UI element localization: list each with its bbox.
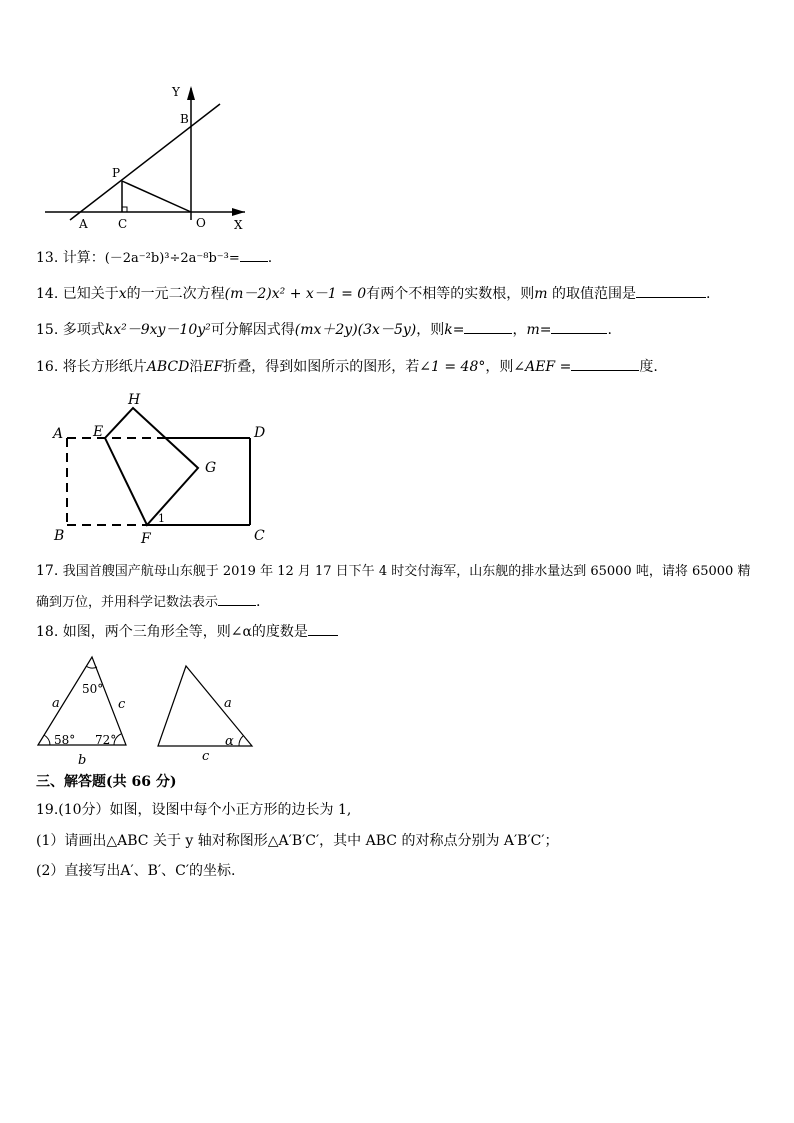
y-axis-arrow <box>187 86 195 100</box>
q17-number: 17. <box>36 563 59 579</box>
q15-number: 15. <box>36 322 59 338</box>
q16-number: 16. <box>36 359 59 375</box>
label-e: E <box>93 424 104 440</box>
q16-text-d: ，则 <box>485 359 514 375</box>
q19-number: 19. <box>36 802 59 818</box>
q16-unit: 度. <box>639 359 658 375</box>
label-f: F <box>141 531 151 547</box>
q14-equation: (m－2)x² + x－1 = 0 <box>224 286 367 302</box>
q15-text-b: 可分解因式得 <box>210 322 295 338</box>
coordinate-figure <box>40 80 260 235</box>
congruent-triangles-figure <box>34 652 264 770</box>
question-13 <box>36 248 272 269</box>
q16-aef: ∠AEF = <box>513 359 572 375</box>
q15-k-blank[interactable] <box>464 321 512 334</box>
q15-end: . <box>607 322 612 338</box>
q13-answer-blank[interactable] <box>240 249 268 262</box>
right-side-c: c <box>202 749 210 764</box>
q14-var-x: x <box>118 286 127 302</box>
q14-text-c: 有两个不相等的实数根，则 <box>366 286 535 302</box>
q14-answer-blank[interactable] <box>636 285 706 298</box>
label-a: A <box>79 217 88 231</box>
q15-sep: ， <box>512 322 527 338</box>
right-arc-alpha <box>239 736 243 746</box>
q15-k-eq: k= <box>444 322 465 338</box>
q15-text-a: 多项式 <box>62 322 105 338</box>
q13-prefix: 计算： <box>62 250 105 266</box>
q15-m-blank[interactable] <box>551 321 607 334</box>
q13-number: 13. <box>36 250 59 266</box>
q17-end: . <box>256 594 261 610</box>
line-ab <box>70 104 220 220</box>
q17-text-line1: 我国首艘国产航母山东舰于 2019 年 12 月 17 日下午 4 时交付海军，山东舰的排水量达到 65000 吨，请将 65000 精 <box>62 564 751 579</box>
left-angle-top: 50° <box>82 682 104 696</box>
q14-text-b: 的一元二次方程 <box>126 286 225 302</box>
q13-end: . <box>267 250 273 266</box>
label-p: P <box>112 166 121 180</box>
question-16 <box>36 357 658 377</box>
q15-text-c: ，则 <box>416 322 445 338</box>
q16-abcd: ABCD <box>146 359 190 375</box>
q13-expression: (－2a⁻²b)³÷2a⁻⁸b⁻³= <box>104 251 240 266</box>
label-d: D <box>254 425 266 441</box>
label-x: X <box>234 218 243 232</box>
q14-var-m: m <box>534 286 548 302</box>
question-19-part1: (1）请画出△ABC 关于 y 轴对称图形△A′B′C′，其中 ABC 的对称点分别为 A′B′C′； <box>36 833 559 849</box>
question-18 <box>36 622 338 642</box>
question-17-line1 <box>36 561 750 582</box>
q14-number: 14. <box>36 286 59 302</box>
left-side-c: c <box>118 697 126 712</box>
q16-text-c: 折叠，得到如图所示的图形，若 <box>223 359 420 375</box>
label-a: A <box>53 426 64 442</box>
x-axis-arrow <box>232 208 245 216</box>
question-14 <box>36 284 710 304</box>
q15-polynomial: kx²－9xy－10y² <box>104 322 211 338</box>
label-angle-1: 1 <box>158 512 165 525</box>
right-angle-alpha: α <box>225 734 234 749</box>
label-c: C <box>118 217 128 231</box>
left-side-b: b <box>78 753 87 768</box>
label-y: Y <box>172 85 180 99</box>
left-side-a: a <box>52 696 60 711</box>
label-c: C <box>254 528 265 544</box>
folding-figure <box>48 388 278 548</box>
left-arc-bl <box>44 735 50 745</box>
q19-head: (10分）如图，设图中每个小正方形的边长为 1, <box>58 802 352 818</box>
q15-m-eq: m= <box>526 322 552 338</box>
q18-answer-blank[interactable] <box>308 623 338 636</box>
left-angle-bl: 58° <box>54 733 76 747</box>
label-o: O <box>196 216 206 230</box>
q17-text-line2: 确到万位，并用科学记数法表示 <box>36 595 219 610</box>
q17-answer-blank[interactable] <box>218 593 256 606</box>
folded-part <box>105 408 198 525</box>
q14-end: . <box>705 286 711 302</box>
question-19 <box>36 800 351 820</box>
q16-text-a: 将长方形纸片 <box>62 359 147 375</box>
q18-text: 如图，两个三角形全等，则∠α的度数是 <box>62 624 308 640</box>
q14-text-d: 的取值范围是 <box>547 286 636 302</box>
label-h: H <box>128 392 141 408</box>
left-angle-br: 72° <box>95 733 117 747</box>
question-19-part2: (2）直接写出A′、B′、C′的坐标. <box>36 863 236 879</box>
label-b: B <box>54 528 65 544</box>
q16-angle1: ∠1 = 48° <box>419 359 486 375</box>
segment-po <box>122 181 191 212</box>
q18-number: 18. <box>36 624 59 640</box>
label-g: G <box>205 460 217 476</box>
right-triangle <box>158 666 252 746</box>
q16-text-b: 沿 <box>189 359 204 375</box>
question-15 <box>36 320 612 340</box>
right-side-a: a <box>224 696 232 711</box>
q16-answer-blank[interactable] <box>571 358 639 371</box>
section-3-title: 三、解答题(共 66 分) <box>36 774 177 790</box>
label-b: B <box>180 112 189 126</box>
question-17-line2 <box>36 592 260 613</box>
q15-factorization: (mx＋2y)(3x－5y) <box>294 322 417 338</box>
q14-text-a: 已知关于 <box>62 286 119 302</box>
q16-ef: EF <box>203 359 224 375</box>
